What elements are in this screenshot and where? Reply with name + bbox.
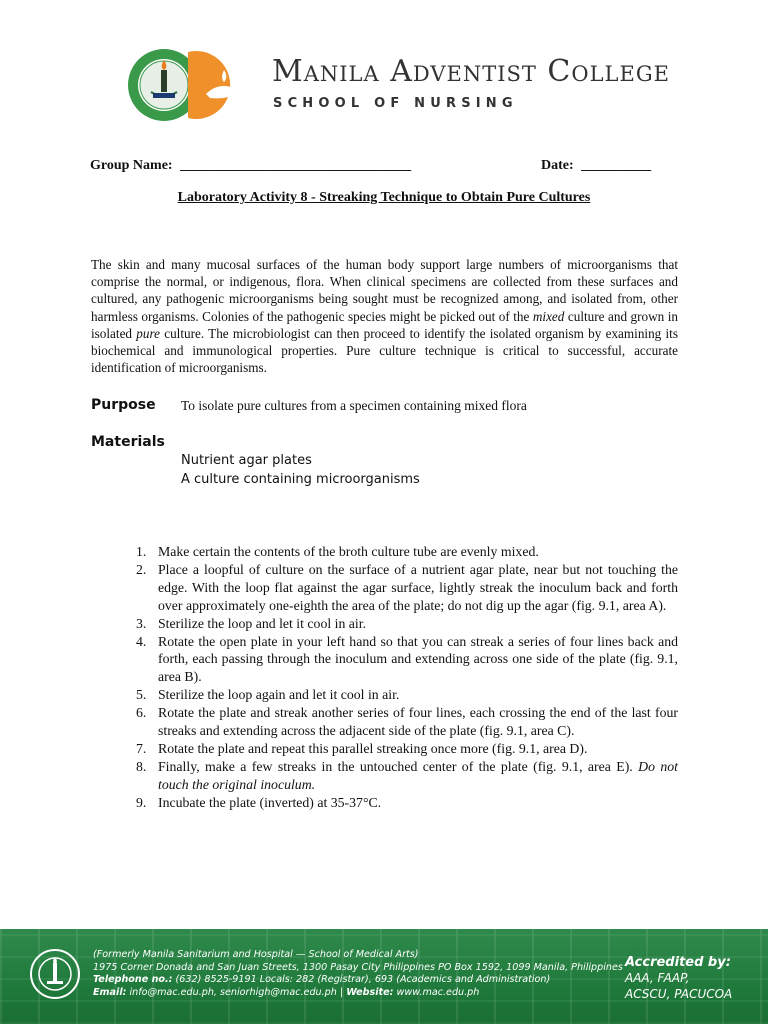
date-line: __________ [581, 158, 652, 173]
group-name-field [90, 158, 411, 174]
footer-former-name: (Formerly Manila Sanitarium and Hospital — School of Medical Arts) [93, 949, 419, 960]
school-name: SCHOOL OF NURSING [273, 96, 518, 111]
accreditation [625, 955, 732, 1002]
materials-heading: Materials [91, 434, 165, 450]
step-item: 7. Rotate the plate and repeat this parallel streaking once more (fig. 9.1, area D). [136, 740, 588, 756]
purpose-text: To isolate pure cultures from a specimen containing mixed flora [181, 398, 527, 413]
date-label: Date: [541, 158, 574, 173]
intro-paragraph: The skin and many mucosal surfaces of the human body support large numbers of microorganisms that comprise the normal, or indigenous, flora. When clinical specimens are collected from these surfaces and cultured, any pathogenic microorganisms being sought must be recognized among, and isolated from, other harmless organisms. Colonies of the pathogenic species might be picked out of the mixed culture and grown in isolated pure culture. The microbiologist can then proceed to identify the isolated organism by examining its biochemical and immunological properties. Pure culture technique is critical to successful, accurate identification of microorganisms. [91, 257, 678, 376]
footer-email-website: Email: info@mac.edu.ph, seniorhigh@mac.edu.ph | Website: www.mac.edu.ph [93, 986, 480, 998]
footer-address: 1975 Corner Donada and San Juan Streets, 1300 Pasay City Philippines PO Box 1592, 1099 Manila, Philippines [93, 961, 623, 973]
step-item: 6. Rotate the plate and streak another series of four lines, each crossing the end of the last four streaks and extending across the adjacent side of the plate (fig. 9.1, area C). [136, 705, 678, 739]
group-name-label: Group Name: [90, 158, 173, 173]
footer-telephone: Telephone no.: (632) 8525-9191 Locals: 282 (Registrar), 693 (Academics and Administration) [93, 974, 551, 986]
accredited-line: AAA, FAAP, [625, 971, 690, 985]
footer-contact [93, 949, 623, 999]
group-name-line: _________________________________ [180, 158, 412, 173]
footer-seal-logo [30, 949, 80, 999]
step-item: 1. Make certain the contents of the broth culture tube are evenly mixed. [136, 544, 539, 559]
college-name: Manila Adventist College [272, 54, 670, 89]
purpose-heading: Purpose [91, 397, 156, 413]
step-item: 3. Sterilize the loop and let it cool in air. [136, 615, 367, 631]
accredited-line: ACSCU, PACUCOA [625, 987, 733, 1001]
materials-item: Nutrient agar plates [181, 453, 312, 468]
activity-title: Laboratory Activity 8 - Streaking Technique to Obtain Pure Cultures [177, 190, 591, 205]
accredited-label: Accredited by: [625, 955, 731, 970]
step-item: 9. Incubate the plate (inverted) at 35-37°C. [136, 794, 382, 810]
materials-item: A culture containing microorganisms [181, 471, 420, 487]
step-item: 4. Rotate the open plate in your left hand so that you can streak a series of four lines back and forth, each passing through the inoculum and extending across one side of the plate (fig. 9.1, area B). [136, 633, 678, 685]
nursing-lamp-logo [188, 48, 254, 122]
procedure-steps [136, 543, 678, 812]
step-item: 2. Place a loopful of culture on the surface of a nutrient agar plate, near but not touching the edge. With the loop flat against the agar surface, lightly streak the inoculum back and forth over approximately one-eighth the area of the plate; do not dig up the agar (fig. 9.1, area A). [136, 561, 678, 613]
step-item: 5. Sterilize the loop again and let it cool in air. [136, 687, 400, 703]
step-item: 8. Finally, make a few streaks in the untouched center of the plate (fig. 9.1, area E). Do not touch the original inoculum. [136, 758, 678, 792]
date-field [541, 158, 651, 174]
materials-list [181, 452, 420, 489]
